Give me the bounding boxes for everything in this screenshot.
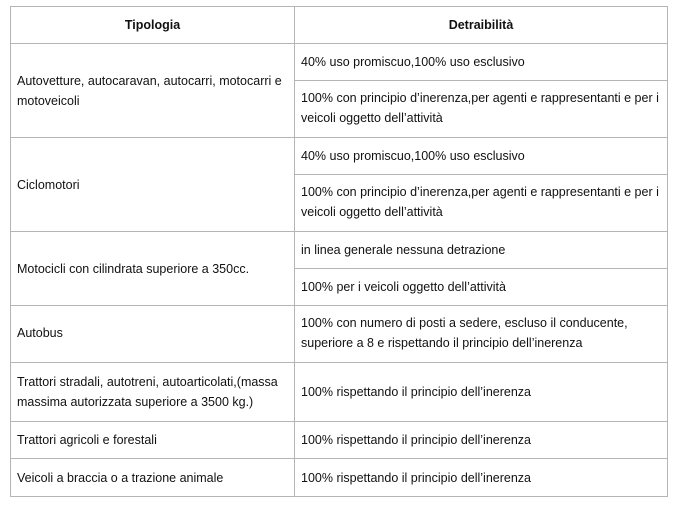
deduction-cell: 100% rispettando il principio dell’inerenza xyxy=(295,363,668,422)
type-cell: Ciclomotori xyxy=(11,138,295,232)
deduction-cell: 40% uso promiscuo,100% uso esclusivo xyxy=(295,138,668,175)
type-cell: Veicoli a braccia o a trazione animale xyxy=(11,459,295,497)
deduction-cell: 100% rispettando il principio dell’inerenza xyxy=(295,422,668,459)
table-row xyxy=(11,44,668,81)
table-row xyxy=(11,232,668,269)
type-cell: Trattori agricoli e forestali xyxy=(11,422,295,459)
type-cell: Motocicli con cilindrata superiore a 350cc. xyxy=(11,232,295,306)
table-row xyxy=(11,306,668,363)
deduction-cell: 100% con numero di posti a sedere, escluso il conducente, superiore a 8 e rispettando il principio dell’inerenza xyxy=(295,306,668,363)
deduction-cell: 100% con principio d’inerenza,per agenti e rappresentanti e per i veicoli oggetto dell’attività xyxy=(295,175,668,232)
type-cell: Autobus xyxy=(11,306,295,363)
header-detraibilita: Detraibilità xyxy=(295,7,668,44)
deduction-cell: 100% con principio d’inerenza,per agenti e rappresentanti e per i veicoli oggetto dell’attività xyxy=(295,81,668,138)
deduction-cell: 100% per i veicoli oggetto dell’attività xyxy=(295,269,668,306)
deductibility-table xyxy=(10,6,668,497)
header-tipologia: Tipologia xyxy=(11,7,295,44)
table-row xyxy=(11,138,668,175)
deduction-cell: 40% uso promiscuo,100% uso esclusivo xyxy=(295,44,668,81)
deductibility-table-container xyxy=(10,6,668,497)
table-row xyxy=(11,459,668,497)
deduction-cell: 100% rispettando il principio dell’inerenza xyxy=(295,459,668,497)
type-cell: Trattori stradali, autotreni, autoarticolati,(massa massima autorizzata superiore a 3500 kg.) xyxy=(11,363,295,422)
type-cell: Autovetture, autocaravan, autocarri, motocarri e motoveicoli xyxy=(11,44,295,138)
table-row xyxy=(11,422,668,459)
header-row xyxy=(11,7,668,44)
table-row xyxy=(11,363,668,422)
deduction-cell: in linea generale nessuna detrazione xyxy=(295,232,668,269)
